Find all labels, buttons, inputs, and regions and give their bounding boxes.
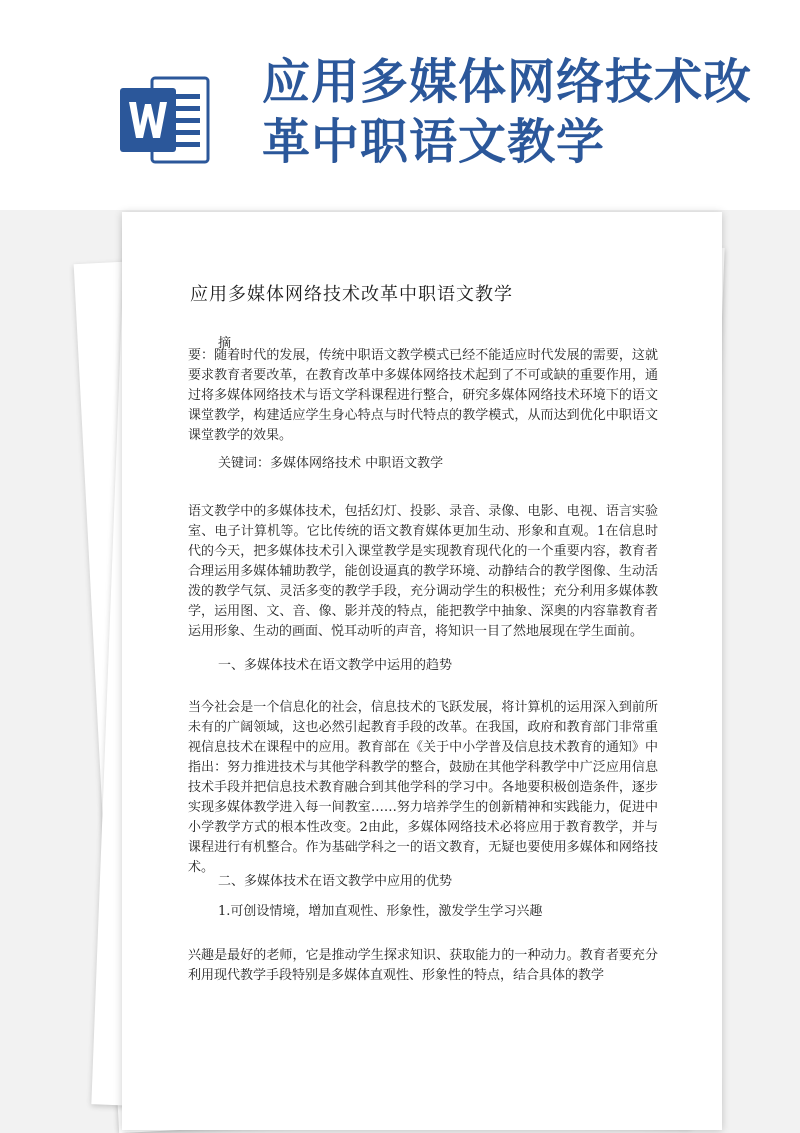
keywords-line: 关键词：多媒体网络技术 中职语文教学 [218,456,444,471]
section-heading-1: 一、多媒体技术在语文教学中运用的趋势 [218,658,453,673]
body-paragraph-2: 当今社会是一个信息化的社会，信息技术的飞跃发展，将计算机的运用深入到前所未有的广阔领域，这也必然引起教育手段的改革。在我国，政府和教育部门非常重视信息技术在课程中的应用。教育部在《关于中小学普及信息技术教育的通知》中指出：努力推进技术与其他学科教学的整合，鼓励在其他学科教学中广泛应用信息技术手段并把信息技术教育融合到其他学科的学习中。各地要积极创造条件，逐步实现多媒体教学进入每一间教室……努力培养学生的创新精神和实践能力，促进中小学教学方式的根本性改变。2由此，多媒体网络技术必将应用于教育教学，并与课程进行有机整合。作为基础学科之一的语文教育，无疑也要使用多媒体和网络技术。 [188,700,658,875]
abstract-paragraph: 要：随着时代的发展，传统中职语文教学模式已经不能适应时代发展的需要，这就要求教育者要改革，在教育改革中多媒体网络技术起到了不可或缺的重要作用，通过将多媒体网络技术与语文学科课程进行整合，研究多媒体网络技术环境下的语文课堂教学，构建适应学生身心特点与时代特点的教学模式，从而达到优化中职语文课堂教学的效果。 [188,348,658,443]
abstract-heading: 摘 [218,336,232,351]
subsection-heading-1: 1.可创设情境，增加直观性、形象性，激发学生学习兴趣 [218,904,543,919]
document-page [122,212,722,1130]
body-paragraph-3: 兴趣是最好的老师，它是推动学生探求知识、获取能力的一种动力。教育者要充分利用现代教学手段特别是多媒体直观性、形象性的特点，结合具体的教学 [188,948,658,983]
document-title: 应用多媒体网络技术改革中职语文教学 [190,284,513,305]
section-heading-2: 二、多媒体技术在语文教学中应用的优势 [218,874,453,889]
banner-title: 应用多媒体网络技术改革中职语文教学 [262,54,753,170]
banner [0,0,800,210]
word-document-icon [118,68,210,172]
body-paragraph-1: 语文教学中的多媒体技术，包括幻灯、投影、录音、录像、电影、电视、语言实验室、电子计算机等。它比传统的语文教育媒体更加生动、形象和直观。1在信息时代的今天，把多媒体技术引入课堂教学是实现教育现代化的一个重要内容，教育者合理运用多媒体辅助教学，能创设逼真的教学环境、动静结合的教学图像、生动活泼的教学气氛、灵活多变的教学手段，充分调动学生的积极性；充分利用多媒体教学，运用图、文、音、像、影并茂的特点，能把教学中抽象、深奥的内容靠教育者运用形象、生动的画面、悦耳动听的声音，将知识一目了然地展现在学生面前。 [188,504,658,639]
